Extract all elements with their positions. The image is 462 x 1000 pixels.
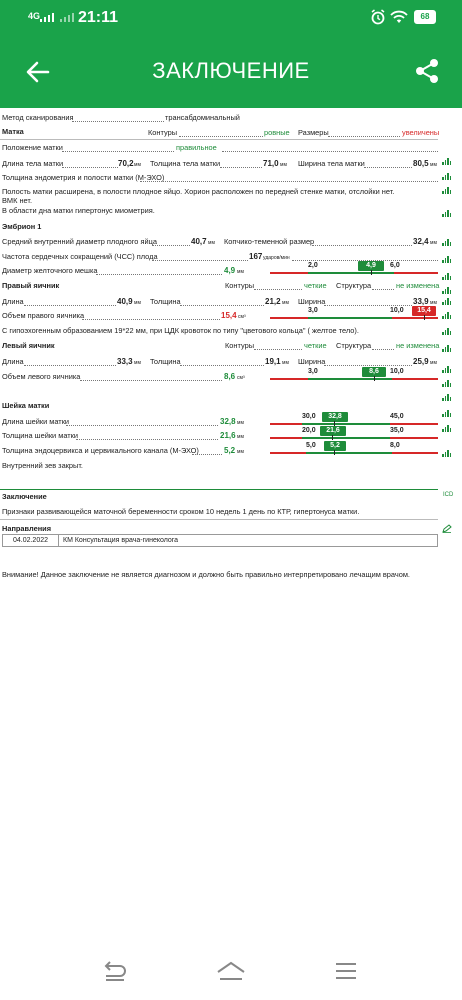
left-ovary-volume-value: 8,6: [224, 372, 236, 381]
cervix-thickness-label: Толщина шейки матки: [2, 431, 79, 440]
uterus-header: Матка: [2, 127, 24, 136]
right-ovary-contours-value: четкие: [304, 281, 327, 290]
directions-table: [2, 534, 438, 547]
right-ovary-volume-scale: 3,0 10,0 15,4: [270, 305, 438, 321]
share-icon[interactable]: [414, 58, 440, 84]
chart-icon[interactable]: [442, 450, 451, 457]
egg-diameter-label: Средний внутренний диаметр плодного яйца: [2, 237, 157, 246]
cervix-note: Внутренний зев закрыт.: [2, 461, 83, 470]
uterus-position-label: Положение матки: [2, 143, 63, 152]
chart-icon[interactable]: [442, 345, 451, 352]
chart-icon[interactable]: [442, 173, 451, 180]
report-document: Метод сканирования трансабдоминальный Матка Контуры ровные Размеры увеличены Положение матки правильное Длина тела матки 70,2 мм Толщина тела матки 71,0 мм Ширина тела матки 80,5 мм Толщина эндометрия и полости матки (М-ЭХО) Полость матки расширена, в полости плодное яйцо. Хорион расположен по передней стенке матки, отслойки нет. ВМК нет. В области дна матки гипертонус миометрия. Эмбрион 1 Средний внутренний диаметр плодного яйца 40,7 мм Копчико-теменной размер 32,4 мм Частота сердечных сокращений (ЧСС) плода 167 ударов/мин Диаметр желточного мешка 4,9 мм 2,0 4,9 6,0 Правый яичник Контуры четкие Структура не изменена Длина 40,9 мм Толщина 21,2 мм Ширина 33,9 мм Объем правого яичника 15,4 см³ 3,0 10,0 15,4 С гипоэхогенным образованием 19*22 мм, при ЦДК кровоток по типу "цветового кольца" ( желтое тело). Левый яичник Контуры четкие Структура не изменена Длина 33,3 мм Толщина 19,1 мм Ширина 25,9 мм Объем левого яичника 8,6 см³ 3,0 8,6 10,0 Шейка матки Длина шейки матки 32,8 мм 30,0 32,8 45,0 Толщина шейки матки 21,6 мм 20,0 21,6 35,0 Толщина эндоцервикса и цервикального канала (М-ЭХО) 5,2 мм 5,0 5,2 8,0 Внутренний зев закрыт. Заключение ICD Признаки развивающейся маточной беременности сроком 10 недель 1 день по КТР, гипертонуса матки. Направления 04.02.2022 КМ Консультация врача-гинеколога Внимание! Данное заключение не является диагнозом и должно быть правильно интерпретировано лечащим врачом.: [2, 113, 454, 579]
chart-icon[interactable]: [442, 239, 451, 246]
right-ovary-structure-label: Структура: [336, 281, 372, 290]
chart-icon[interactable]: [442, 410, 451, 417]
right-ovary-length-value: 40,9: [117, 297, 133, 306]
cervix-length-scale: 30,0 32,8 45,0: [270, 411, 438, 427]
uterus-thickness-label: Толщина тела матки: [150, 159, 221, 168]
cervix-length-label: Длина шейки матки: [2, 417, 70, 426]
uterus-note-3: В области дна матки гипертонус миометрия.: [2, 206, 155, 215]
back-nav-icon[interactable]: [102, 960, 128, 982]
uterus-size-label: Размеры: [298, 128, 329, 137]
chart-icon[interactable]: [442, 210, 451, 217]
right-ovary-thickness-value: 21,2: [265, 297, 281, 306]
uterus-contours-label: Контуры: [148, 128, 177, 137]
yolk-sac-scale: 2,0 4,9 6,0: [270, 260, 438, 276]
left-ovary-length-label: Длина: [2, 357, 24, 366]
left-ovary-length-value: 33,3: [117, 357, 133, 366]
direction-text: КМ Консультация врача-гинеколога: [59, 535, 438, 547]
icd-tag[interactable]: ICD: [443, 492, 454, 498]
wifi-icon: [390, 9, 408, 25]
cervix-header: Шейка матки: [2, 401, 50, 410]
chart-icon[interactable]: [442, 425, 451, 432]
right-ovary-contours-label: Контуры: [225, 281, 254, 290]
conclusion-text: Признаки развивающейся маточной беременности сроком 10 недель 1 день по КТР, гипертонуса матки.: [2, 507, 360, 516]
egg-diameter-value: 40,7: [191, 237, 207, 246]
left-ovary-contours-label: Контуры: [225, 341, 254, 350]
uterus-size-value: увеличены: [402, 128, 440, 137]
cervix-length-value: 32,8: [220, 417, 236, 426]
status-bar: [0, 0, 462, 36]
cervix-endo-label: Толщина эндоцервикса и цервикального канала (М-ЭХО): [2, 446, 199, 455]
uterus-thickness-value: 71,0: [263, 159, 279, 168]
home-nav-icon[interactable]: [216, 960, 246, 982]
clock: 21:11: [78, 9, 119, 26]
right-ovary-volume-label: Объем правого яичника: [2, 311, 85, 320]
cervix-endo-scale: 5,0 5,2 8,0: [270, 440, 438, 456]
uterus-position-value: правильное: [176, 143, 217, 152]
left-ovary-contours-value: четкие: [304, 341, 327, 350]
signal-2-icon: [60, 13, 74, 22]
yolk-sac-label: Диаметр желточного мешка: [2, 266, 98, 275]
embryo-header: Эмбрион 1: [2, 222, 42, 231]
chart-icon[interactable]: [442, 158, 451, 165]
chart-icon[interactable]: [442, 366, 451, 373]
chart-icon[interactable]: [442, 256, 451, 263]
left-ovary-volume-label: Объем левого яичника: [2, 372, 81, 381]
app-bar: [0, 36, 462, 108]
left-ovary-thickness-value: 19,1: [265, 357, 281, 366]
yolk-sac-value: 4,9: [224, 266, 236, 275]
chart-icon[interactable]: [442, 287, 451, 294]
left-ovary-header: Левый яичник: [2, 341, 55, 350]
uterus-width-label: Ширина тела матки: [298, 159, 365, 168]
scan-method-value: трансабдоминальный: [165, 113, 240, 122]
chart-icon[interactable]: [442, 273, 451, 280]
chart-icon[interactable]: [442, 312, 451, 319]
heart-rate-label: Частота сердечных сокращений (ЧСС) плода: [2, 252, 158, 261]
uterus-note-2: ВМК нет.: [2, 196, 33, 205]
scan-method-label: Метод сканирования: [2, 113, 74, 122]
menu-nav-icon[interactable]: [334, 960, 358, 982]
uterus-length-label: Длина тела матки: [2, 159, 64, 168]
right-ovary-header: Правый яичник: [2, 281, 60, 290]
cervix-thickness-scale: 20,0 21,6 35,0: [270, 425, 438, 441]
page-title: ЗАКЛЮЧЕНИЕ: [152, 58, 310, 83]
direction-date: 04.02.2022: [3, 535, 59, 547]
alarm-icon: [370, 9, 386, 25]
battery-icon: 68: [414, 10, 436, 24]
uterus-width-value: 80,5: [413, 159, 429, 168]
left-ovary-width-label: Ширина: [298, 357, 326, 366]
chart-icon[interactable]: [442, 298, 451, 305]
uterus-length-value: 70,2: [118, 159, 134, 168]
endometrium-label: Толщина эндометрия и полости матки (М-ЭХО): [2, 173, 165, 182]
chart-icon[interactable]: [442, 328, 451, 335]
directions-header: Направления: [2, 524, 52, 533]
right-ovary-width-value: 33,9: [413, 297, 429, 306]
right-ovary-structure-value: не изменена: [396, 281, 440, 290]
conclusion-header: Заключение: [2, 492, 47, 501]
network-type: 4G: [28, 11, 41, 21]
cervix-thickness-value: 21,6: [220, 431, 236, 440]
direction-row[interactable]: [3, 535, 438, 547]
right-ovary-note: С гипоэхогенным образованием 19*22 мм, при ЦДК кровоток по типу "цветового кольца" ( желтое тело).: [2, 326, 359, 335]
ktr-label: Копчико-теменной размер: [224, 237, 315, 246]
chart-icon[interactable]: [442, 380, 451, 387]
system-nav-bar: [0, 938, 462, 1000]
uterus-note-1: Полость матки расширена, в полости плодное яйцо. Хорион расположен по передней стенке матки, отслойки нет.: [2, 187, 395, 196]
disclaimer: Внимание! Данное заключение не является диагнозом и должно быть правильно интерпретировано лечащим врачом.: [2, 570, 410, 579]
left-ovary-volume-scale: 3,0 8,6 10,0: [270, 366, 438, 382]
left-ovary-thickness-label: Толщина: [150, 357, 181, 366]
right-ovary-length-label: Длина: [2, 297, 24, 306]
uterus-contours-value: ровные: [264, 128, 290, 137]
chart-icon[interactable]: [442, 187, 451, 194]
signal-icon: [40, 13, 54, 22]
edit-icon[interactable]: [442, 524, 452, 533]
ktr-value: 32,4: [413, 237, 429, 246]
right-ovary-width-label: Ширина: [298, 297, 326, 306]
left-ovary-structure-label: Структура: [336, 341, 372, 350]
right-ovary-volume-value: 15,4: [221, 311, 237, 320]
cervix-endo-value: 5,2: [224, 446, 236, 455]
left-ovary-structure-value: не изменена: [396, 341, 440, 350]
left-ovary-width-value: 25,9: [413, 357, 429, 366]
right-ovary-thickness-label: Толщина: [150, 297, 181, 306]
heart-rate-value: 167: [249, 252, 263, 261]
chart-icon[interactable]: [442, 394, 451, 401]
